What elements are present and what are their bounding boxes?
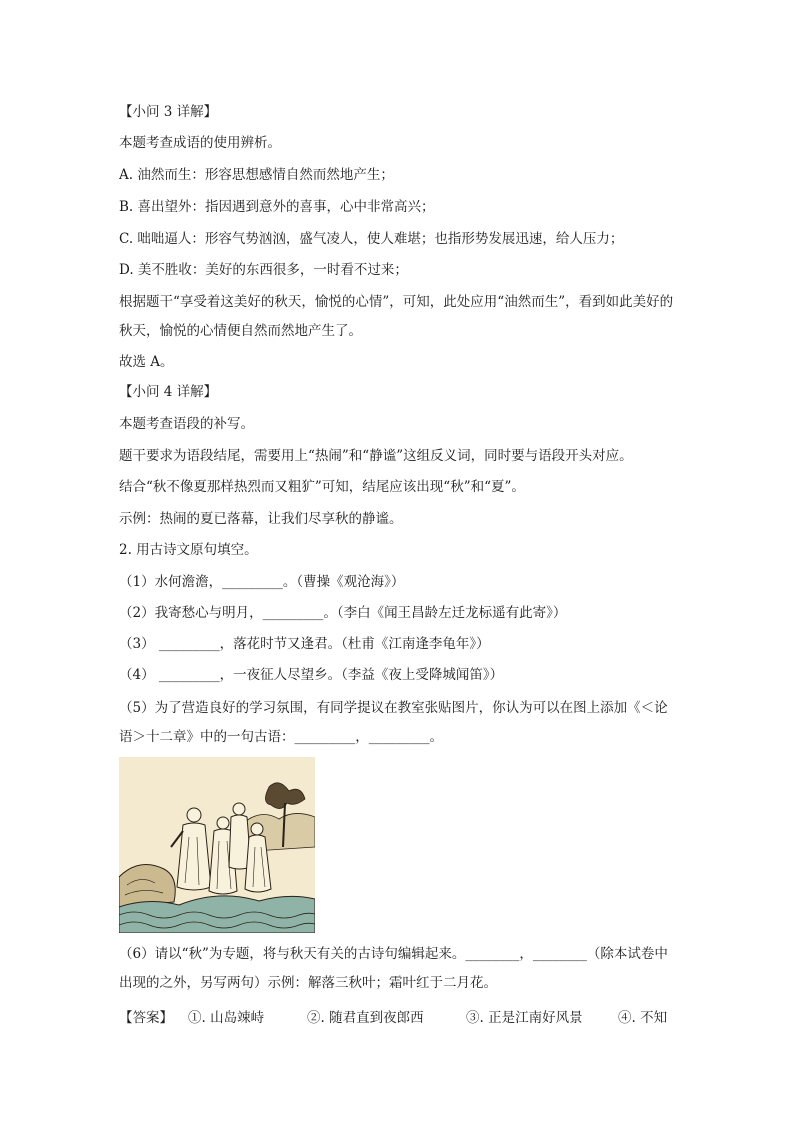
- q4-line2: 结合“秋不像夏那样热烈而又粗犷”可知，结尾应该出现“秋”和“夏”。: [119, 479, 525, 495]
- q4-line1: 题干要求为语段结尾，需要用上“热闹”和“静谧”这组反义词，同时要与语段开头对应。: [119, 448, 633, 464]
- answer-label: 【答案】: [119, 1010, 173, 1026]
- q3-conclusion: 故选 A。: [119, 354, 174, 370]
- figure-4-head: [251, 823, 263, 835]
- figure-2-head: [217, 817, 229, 829]
- q2-item6: （6）请以“秋”为专题，将与秋天有关的古诗句编辑起来。________，________（除本试卷中出现的之外，另写两句）示例：解落三秋叶；霜叶红于二月花。: [119, 946, 668, 991]
- q3-intro: 本题考查成语的使用辨析。: [119, 135, 281, 151]
- answer-4: ④. 不知: [618, 1010, 668, 1026]
- q2-item4: （4） _________，一夜征人尽望乡。（李益《夜上受降城闻笛》）: [119, 667, 504, 683]
- q2-item5: （5）为了营造良好的学习氛围，有同学提议在教室张贴图片，你认为可以在图上添加《＜论语＞十二章》中的一句古语：_________，_________。: [119, 700, 668, 745]
- illustration-drawing: [119, 757, 315, 933]
- figure-1-head: [187, 808, 201, 822]
- q4-example: 示例：热闹的夏已落幕，让我们尽享秋的静谧。: [119, 511, 403, 527]
- q2-item3: （3） _________，落花时节又逢君。（杜甫《江南逢李龟年》）: [119, 636, 490, 652]
- q2-item1: （1）水何澹澹，_________。（曹操《观沧海》）: [119, 574, 405, 590]
- confucius-illustration: [119, 757, 315, 933]
- rock-left: [119, 865, 175, 908]
- answer-1: ①. 山岛竦峙: [188, 1010, 265, 1026]
- answer-2: ②. 随君直到夜郎西: [307, 1010, 424, 1026]
- q3-option-d: D. 美不胜收：美好的东西很多，一时看不过来；: [119, 262, 408, 278]
- q4-intro: 本题考查语段的补写。: [119, 416, 254, 432]
- q2-title: 2. 用古诗文原句填空。: [119, 542, 258, 558]
- q4-heading: 【小问 4 详解】: [119, 384, 218, 400]
- q3-analysis: 根据题干“享受着这美好的秋天，愉悦的心情”，可知，此处应用“油然而生”，看到如此美好的秋天，愉悦的心情便自然而然地产生了。: [119, 294, 674, 339]
- q2-item2: （2）我寄愁心与明月，_________。（李白《闻王昌龄左迁龙标遥有此寄》）: [119, 605, 567, 621]
- figure-3-head: [233, 803, 245, 815]
- q3-heading: 【小问 3 详解】: [119, 104, 218, 120]
- q3-option-a: A. 油然而生：形容思想感情自然而然地产生；: [119, 167, 394, 183]
- answer-3: ③. 正是江南好风景: [466, 1010, 583, 1026]
- q3-option-c: C. 咄咄逼人：形容气势汹汹，盛气凌人，使人难堪；也指形势发展迅速，给人压力；: [119, 231, 624, 247]
- q3-option-b: B. 喜出望外：指因遇到意外的喜事，心中非常高兴；: [119, 199, 435, 215]
